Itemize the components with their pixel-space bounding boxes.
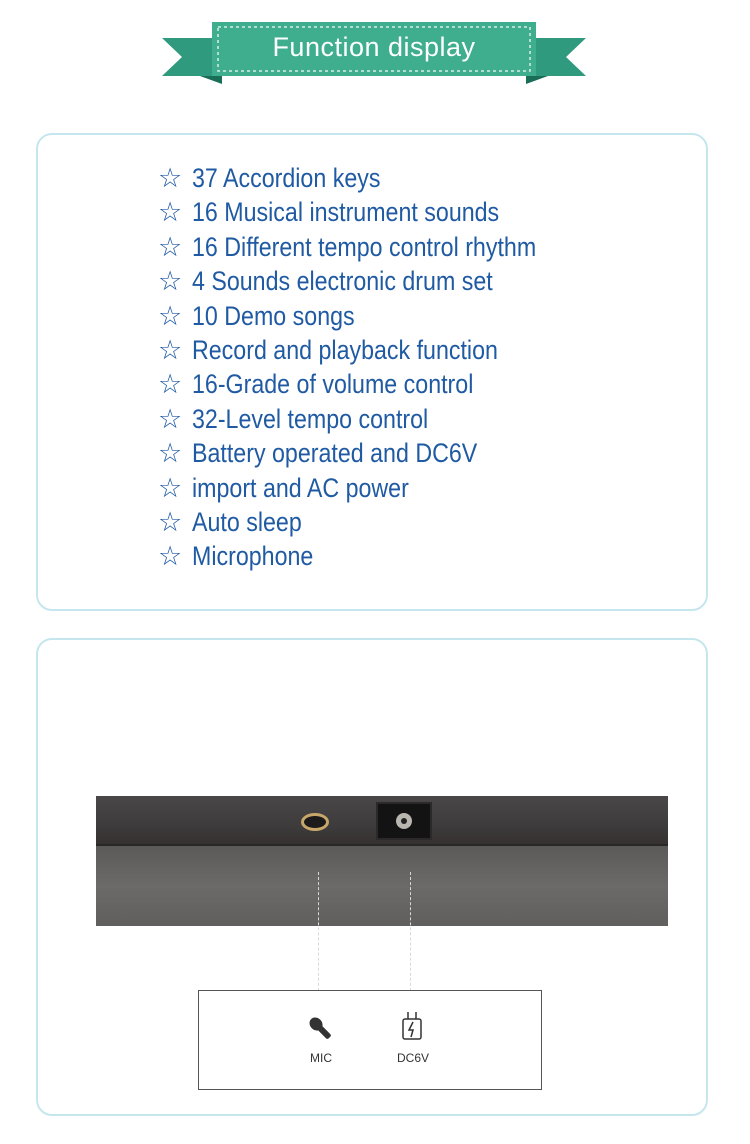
feature-item: ☆ 32-Level tempo control	[158, 402, 592, 436]
star-icon: ☆	[158, 197, 183, 228]
page-title: Function display	[272, 32, 476, 62]
microphone-icon	[307, 1015, 335, 1043]
star-icon: ☆	[158, 334, 183, 365]
ports-panel	[36, 638, 708, 1116]
feature-item: ☆ Microphone	[158, 539, 592, 573]
feature-item: ☆ 16-Grade of volume control	[158, 367, 592, 401]
feature-list	[158, 161, 592, 574]
star-icon: ☆	[158, 438, 183, 469]
feature-item: ☆ Record and playback function	[158, 333, 592, 367]
feature-item: ☆ 4 Sounds electronic drum set	[158, 264, 592, 298]
power-plug-icon	[399, 1011, 425, 1043]
star-icon: ☆	[158, 369, 183, 400]
feature-panel	[36, 133, 708, 611]
star-icon: ☆	[158, 231, 183, 262]
feature-item: ☆ 16 Different tempo control rhythm	[158, 230, 592, 264]
mic-jack	[301, 813, 329, 831]
device-front-face	[96, 846, 668, 926]
star-icon: ☆	[158, 266, 183, 297]
star-icon: ☆	[158, 403, 183, 434]
port-legend-box	[198, 990, 542, 1090]
star-icon: ☆	[158, 163, 183, 193]
dc-label: DC6V	[396, 1051, 429, 1065]
star-icon: ☆	[158, 506, 183, 537]
feature-item: ☆ Battery operated and DC6V	[158, 436, 592, 470]
star-icon: ☆	[158, 300, 183, 331]
star-icon: ☆	[158, 541, 183, 572]
feature-item: ☆ 16 Musical instrument sounds	[158, 195, 592, 229]
feature-item: ☆ 10 Demo songs	[158, 299, 592, 333]
mic-label: MIC	[310, 1051, 332, 1065]
star-icon: ☆	[158, 472, 183, 503]
keyboard-side-photo	[96, 796, 668, 926]
feature-item: ☆ 37 Accordion keys	[158, 161, 592, 195]
feature-item: ☆ Auto sleep	[158, 505, 592, 539]
title-banner	[160, 20, 588, 86]
feature-item: ☆ import and AC power	[158, 471, 592, 505]
